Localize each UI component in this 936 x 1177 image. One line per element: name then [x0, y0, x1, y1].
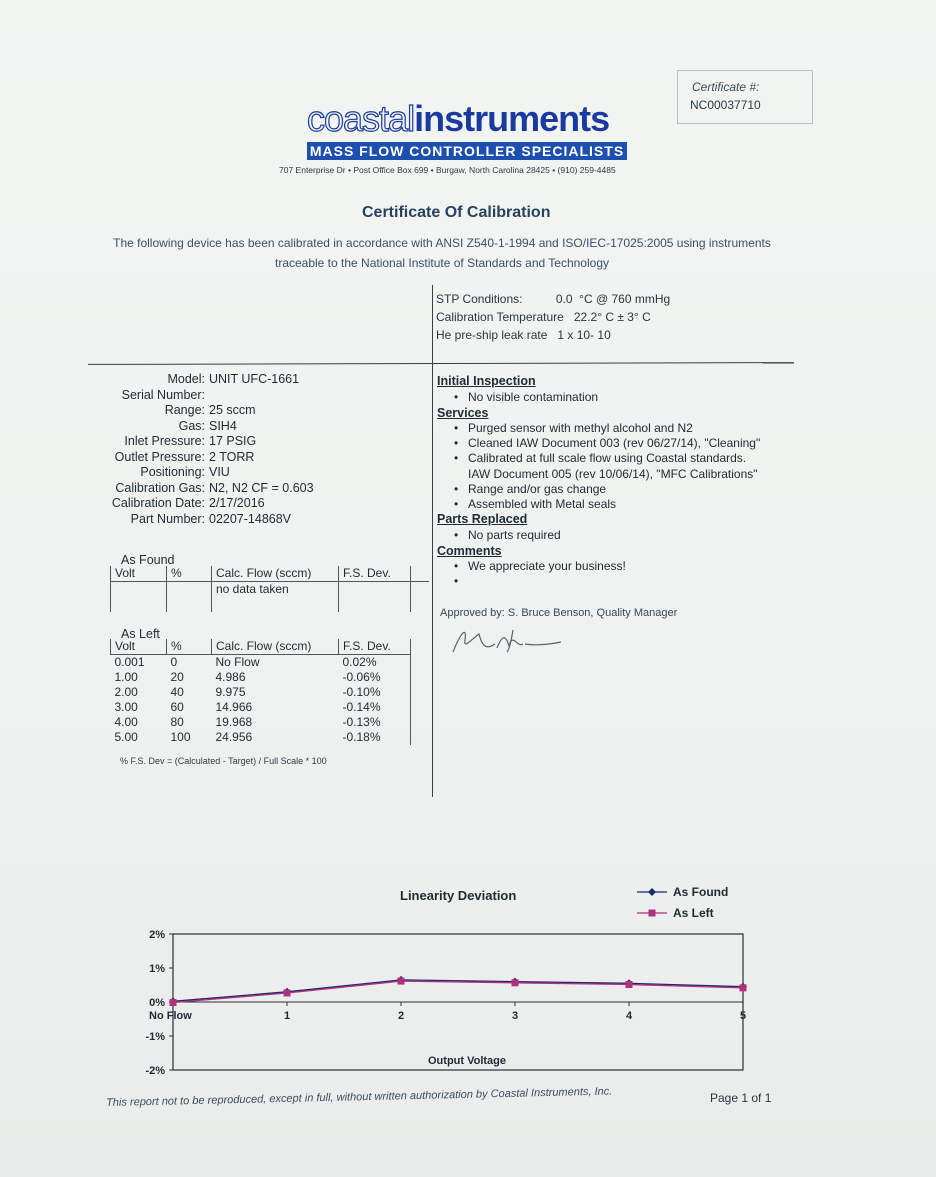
- info-value: VIU: [209, 465, 230, 479]
- list-item: • No visible contamination: [454, 390, 599, 404]
- as-found-label: As Found: [121, 553, 175, 567]
- column-header: F.S. Dev.: [339, 639, 411, 655]
- as-left-table: [110, 639, 411, 745]
- table-row: [111, 700, 411, 715]
- list-item: • Cleaned IAW Document 003 (rev 06/27/14), "Cleaning": [454, 436, 761, 451]
- deviation-cell: -0.18%: [339, 730, 411, 745]
- flow-cell: 24.956: [215, 730, 253, 744]
- legend-marker: [649, 910, 656, 917]
- certificate-label: Certificate #:: [692, 80, 760, 94]
- info-row-serial: [100, 388, 314, 404]
- info-label: Gas:: [178, 418, 205, 433]
- list-item: • Calibrated at full scale flow using Coastal standards.: [454, 451, 747, 466]
- info-label: Calibration Gas:: [115, 480, 205, 495]
- x-tick-label: 5: [739, 1010, 747, 1022]
- company-address: 707 Enterprise Dr • Post Office Box 699 • Burgaw, North Carolina 28425 • (910) 259-4485: [279, 165, 616, 175]
- horizontal-divider: [88, 362, 794, 365]
- table-row: [111, 655, 411, 671]
- list-item: • Purged sensor with methyl alcohol and N2: [454, 421, 693, 435]
- info-value: 2/17/2016: [209, 496, 265, 510]
- info-value: UNIT UFC-1661: [209, 372, 300, 386]
- comments-heading: Comments: [437, 544, 502, 558]
- intro-text: The following device has been calibrated in accordance with ANSI Z540-1-1994 and ISO/IEC-17025:2005 using instruments traceable to the National Institute of Standards and Technology: [113, 236, 771, 270]
- deviation-cell: -0.13%: [339, 715, 411, 730]
- column-header: F.S. Dev.: [339, 566, 411, 582]
- y-tick-label: 1%: [149, 963, 165, 975]
- x-tick-label: No Flow: [149, 1010, 192, 1022]
- x-tick-label: 3: [511, 1010, 519, 1022]
- comments-list: [454, 559, 626, 589]
- column-header: %: [167, 566, 212, 582]
- column-header: %: [167, 639, 212, 655]
- deviation-cell: -0.06%: [339, 670, 411, 685]
- info-value: 02207-14868V: [209, 511, 292, 526]
- volt-cell: 5.00: [114, 730, 138, 744]
- data-point: [398, 978, 405, 985]
- info-value: N2, N2 CF = 0.603: [209, 480, 314, 495]
- flow-cell: 14.966: [215, 700, 253, 714]
- info-row-cal-gas: [100, 481, 314, 497]
- legend-marker: [648, 888, 656, 896]
- y-tick-label: 2%: [149, 929, 165, 941]
- company-banner: MASS FLOW CONTROLLER SPECIALISTS: [307, 142, 627, 160]
- info-value: SIH4: [209, 418, 237, 433]
- flow-cell: 4.986: [215, 670, 246, 684]
- table-row: [111, 685, 411, 700]
- info-row-outlet: [100, 450, 314, 466]
- info-label: Model:: [167, 372, 205, 386]
- as-found-table: [110, 566, 429, 612]
- certificate-number: NC00037710: [690, 98, 761, 112]
- flow-cell: No Flow: [215, 655, 260, 669]
- percent-cell: 100: [170, 730, 191, 744]
- info-row-gas: [100, 419, 314, 435]
- info-label: Range:: [164, 403, 205, 417]
- parts-replaced-heading: Parts Replaced: [437, 512, 528, 526]
- services-list: [454, 421, 760, 512]
- legend-label: As Found: [673, 885, 729, 899]
- percent-cell: 0: [170, 655, 178, 669]
- vertical-divider: [432, 285, 433, 797]
- info-row-model: [100, 372, 314, 388]
- leak-rate: He pre-ship leak rate 1 x 10- 10: [436, 328, 611, 342]
- list-item: • No parts required: [454, 528, 561, 542]
- stp-conditions: STP Conditions: 0.0 °C @ 760 mmHg: [436, 292, 671, 306]
- device-info: [100, 372, 314, 527]
- column-header: Volt: [111, 639, 167, 655]
- info-label: Part Number:: [130, 511, 205, 526]
- y-tick-label: 0%: [149, 997, 165, 1009]
- logo-light-text: coastal: [307, 98, 415, 139]
- info-label: Serial Number:: [121, 387, 205, 402]
- volt-cell: 0.001: [114, 655, 145, 669]
- table-header-row: [111, 566, 430, 582]
- list-item: • We appreciate your business!: [454, 559, 626, 573]
- volt-cell: 1.00: [114, 670, 138, 684]
- data-point: [740, 984, 747, 991]
- flow-cell: 9.975: [215, 685, 246, 699]
- percent-cell: 20: [170, 670, 184, 684]
- footer-notice: This report not to be reproduced, except in full, without written authorization by Coastal Instruments, Inc.: [106, 1085, 613, 1109]
- info-label: Calibration Date:: [111, 496, 205, 510]
- info-row-cal-date: [100, 496, 314, 512]
- column-header: Calc. Flow (sccm): [212, 566, 339, 582]
- list-item: IAW Document 005 (rev 10/06/14), "MFC Calibrations": [468, 466, 758, 481]
- signature: [447, 622, 567, 658]
- list-item: • Range and/or gas change: [454, 481, 607, 496]
- volt-cell: 2.00: [114, 685, 138, 699]
- certificate-number-box: [677, 70, 813, 124]
- table-row: [111, 715, 411, 730]
- deviation-cell: -0.14%: [339, 700, 411, 715]
- calibration-temperature: Calibration Temperature 22.2° C ± 3° C: [436, 310, 651, 324]
- page-number: Page 1 of 1: [710, 1091, 772, 1105]
- data-point: [170, 999, 177, 1006]
- company-logo: [307, 98, 609, 140]
- info-value: 2 TORR: [209, 449, 255, 464]
- percent-cell: 40: [170, 685, 184, 699]
- info-row-inlet: [100, 434, 314, 450]
- legend-label: As Left: [673, 906, 714, 920]
- x-tick-label: 2: [397, 1010, 405, 1022]
- percent-cell: 60: [170, 700, 184, 714]
- info-label: Inlet Pressure:: [124, 434, 205, 448]
- volt-cell: 3.00: [114, 700, 138, 714]
- info-row-part-number: [100, 512, 314, 528]
- info-value: 17 PSIG: [209, 434, 257, 448]
- y-tick-label: -1%: [145, 1031, 165, 1043]
- data-point: [512, 979, 519, 986]
- chart-title: Linearity Deviation: [400, 888, 517, 903]
- volt-cell: 4.00: [114, 715, 138, 729]
- as-found-note: no data taken: [212, 582, 339, 613]
- parts-replaced-list: [454, 528, 561, 543]
- table-row: [111, 582, 430, 613]
- info-row-positioning: [100, 465, 314, 481]
- info-label: Outlet Pressure:: [114, 449, 205, 464]
- deviation-cell: 0.02%: [339, 655, 411, 671]
- x-tick-label: 1: [283, 1010, 291, 1022]
- table-row: [111, 730, 411, 745]
- x-tick-label: 4: [625, 1010, 633, 1022]
- x-axis-label: Output Voltage: [428, 1055, 507, 1067]
- table-header-row: [111, 639, 411, 655]
- deviation-formula: % F.S. Dev = (Calculated - Target) / Full Scale * 100: [120, 756, 327, 766]
- y-tick-label: -2%: [145, 1065, 165, 1077]
- series-line-as-found: [173, 980, 743, 1001]
- services-heading: Services: [437, 406, 489, 420]
- data-point: [626, 981, 633, 988]
- column-header: Calc. Flow (sccm): [212, 639, 339, 655]
- table-row: [111, 670, 411, 685]
- flow-cell: 19.968: [215, 715, 253, 729]
- as-left-label: As Left: [121, 627, 160, 641]
- initial-inspection-heading: Initial Inspection: [437, 374, 536, 388]
- linearity-deviation-chart: [135, 882, 795, 1092]
- initial-inspection-list: [454, 390, 598, 405]
- data-point: [284, 990, 291, 997]
- conditions-block: [436, 290, 670, 344]
- info-row-range: [100, 403, 314, 419]
- percent-cell: 80: [170, 715, 184, 729]
- column-header: Volt: [111, 566, 167, 582]
- info-label: Positioning:: [140, 465, 205, 479]
- list-item: •: [454, 574, 459, 589]
- approved-by: Approved by: S. Bruce Benson, Quality Manager: [440, 607, 678, 619]
- deviation-cell: -0.10%: [339, 685, 411, 700]
- logo-bold-text: instruments: [414, 98, 610, 139]
- info-value: 25 sccm: [209, 403, 256, 417]
- document-title: Certificate Of Calibration: [362, 204, 551, 221]
- list-item: • Assembled with Metal seals: [454, 497, 617, 512]
